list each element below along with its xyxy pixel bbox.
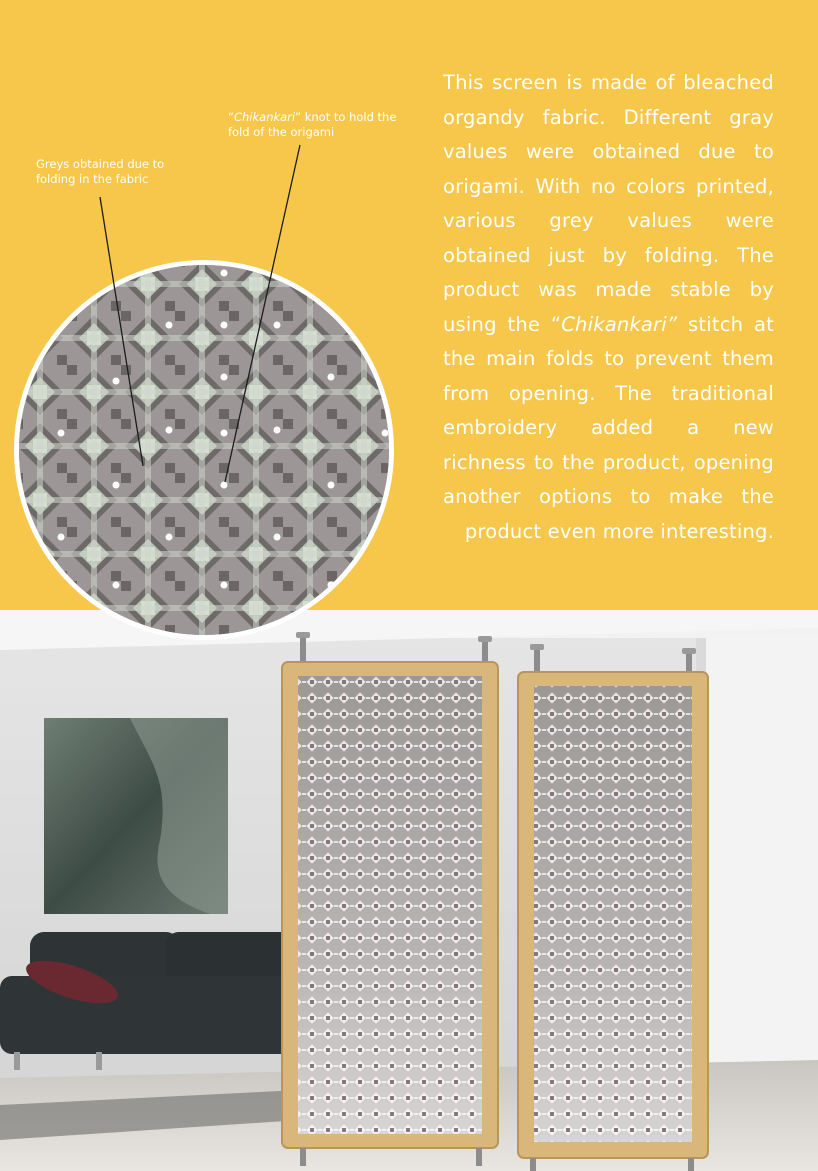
paragraph-line: embroidery added a new [443, 416, 774, 439]
paragraph-line: product even more interesting. [464, 519, 774, 543]
callout-knot-quote-open: “ [228, 110, 234, 124]
paragraph-line8-post: stitch at [677, 312, 774, 336]
paragraph-line: the main folds to prevent them [443, 347, 774, 370]
paragraph-line8-italic: Chikankari” [561, 312, 678, 336]
paragraph-line: product was made stable by [443, 278, 774, 301]
paragraph-line: This screen is made of bleached [443, 71, 774, 94]
leader-line-knot [225, 145, 300, 482]
room-partition-photo [0, 610, 818, 1171]
paragraph-line: richness to the product, opening [443, 450, 774, 474]
paragraph-line: values were obtained due to [443, 140, 774, 163]
paragraph-line: organdy fabric. Different gray [443, 105, 774, 129]
callout-knot-rest: ” knot to hold the fold of the origami [228, 110, 397, 139]
paragraph-line: another options to make the [443, 485, 774, 508]
paragraph-line: various grey values were [443, 209, 774, 232]
paragraph-line: from opening. The traditional [443, 381, 774, 405]
paragraph-line: origami. With no colors printed, [443, 174, 774, 198]
callout-greys: Greys obtained due to folding in the fabric [36, 157, 165, 186]
room-scene-icon [0, 610, 818, 1171]
callout-knot-italic: Chikankari [233, 110, 296, 124]
paragraph-line: obtained just by folding. The [443, 243, 774, 267]
paragraph-line8-pre: using the “ [443, 312, 562, 336]
leader-line-greys [100, 197, 143, 466]
